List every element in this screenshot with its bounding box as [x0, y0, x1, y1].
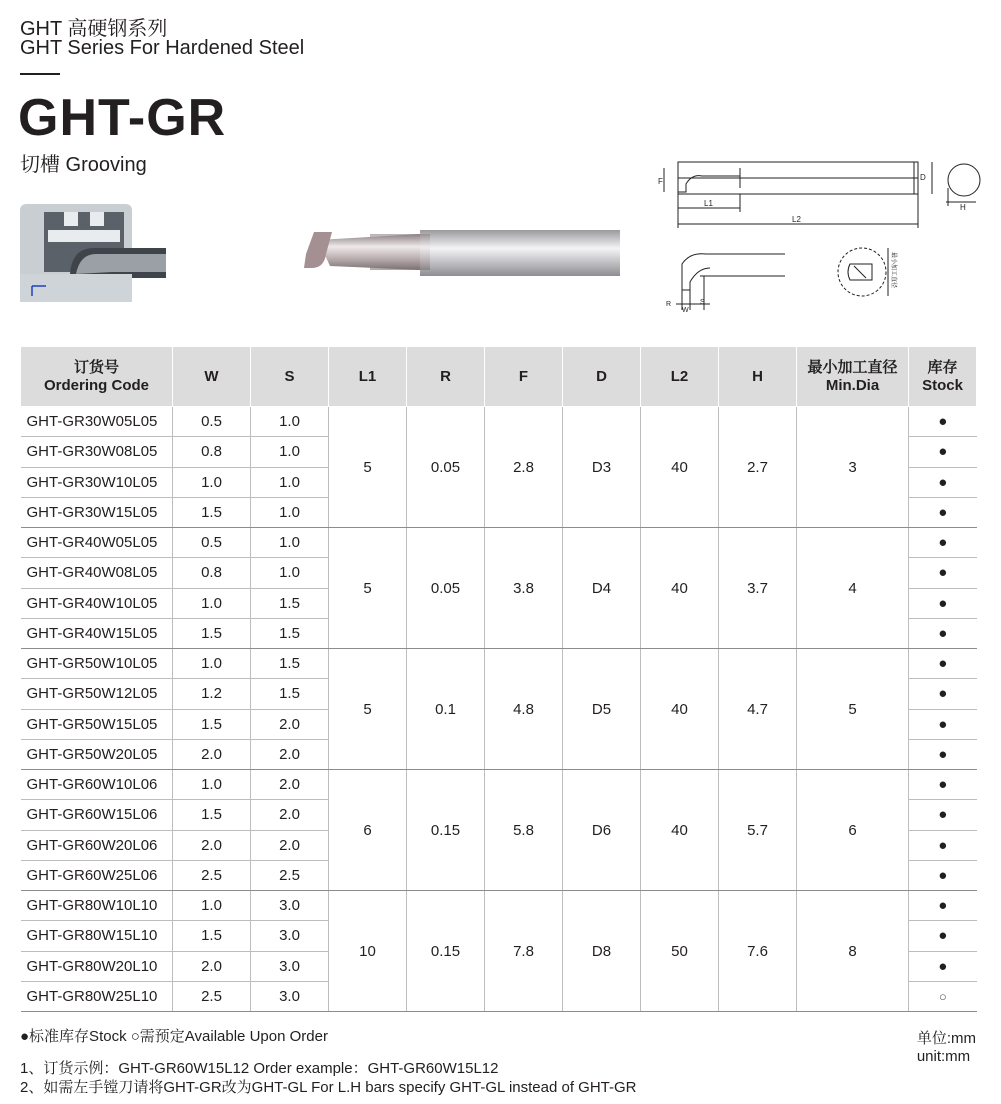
- column-header: [329, 347, 407, 407]
- group-h-cell: 2.7: [719, 407, 797, 528]
- table-row: [21, 770, 977, 800]
- ordering-code-cell: GHT-GR50W15L05: [21, 709, 173, 739]
- width-cell: 2.5: [173, 860, 251, 890]
- group-d-cell: D5: [563, 649, 641, 770]
- column-header-en: Stock: [922, 376, 963, 394]
- left-hand-note: 2、如需左手镗刀请将GHT-GR改为GHT-GL For L.H bars specify GHT-GL instead of GHT-GR: [20, 1079, 637, 1096]
- group-r-cell: 0.15: [407, 770, 485, 891]
- column-header-en: S: [284, 367, 295, 385]
- group-min-dia-cell: 5: [797, 649, 909, 770]
- stock-indicator: ○: [909, 981, 977, 1011]
- table-row: [21, 528, 977, 558]
- column-header: [909, 347, 977, 407]
- group-f-cell: 4.8: [485, 649, 563, 770]
- table-body: [21, 407, 977, 1012]
- stock-indicator: ●: [909, 830, 977, 860]
- s-cell: 1.5: [251, 679, 329, 709]
- dim-label-w: W: [682, 307, 689, 314]
- width-cell: 0.5: [173, 528, 251, 558]
- group-r-cell: 0.1: [407, 649, 485, 770]
- width-cell: 1.0: [173, 467, 251, 497]
- title-divider: [20, 73, 60, 75]
- group-min-dia-cell: 6: [797, 770, 909, 891]
- group-r-cell: 0.15: [407, 891, 485, 1012]
- s-cell: 3.0: [251, 951, 329, 981]
- group-d-cell: D4: [563, 528, 641, 649]
- ordering-code-cell: GHT-GR80W10L10: [21, 891, 173, 921]
- width-cell: 1.5: [173, 709, 251, 739]
- width-cell: 0.8: [173, 437, 251, 467]
- group-f-cell: 7.8: [485, 891, 563, 1012]
- s-cell: 2.0: [251, 739, 329, 769]
- group-min-dia-cell: 3: [797, 407, 909, 528]
- width-cell: 1.5: [173, 618, 251, 648]
- table-row: [21, 407, 977, 437]
- column-header: [173, 347, 251, 407]
- dim-label-l2: L2: [792, 215, 801, 224]
- tool-dimension-drawing: [656, 158, 981, 230]
- ordering-code-cell: GHT-GR40W05L05: [21, 528, 173, 558]
- stock-indicator: ●: [909, 800, 977, 830]
- s-cell: 1.0: [251, 437, 329, 467]
- table-header-row: [21, 347, 977, 407]
- stock-indicator: ●: [909, 951, 977, 981]
- stock-legend: ●标准库存Stock ○需预定Available Upon Order: [20, 1028, 328, 1045]
- dim-label-l1: L1: [704, 199, 713, 208]
- s-cell: 3.0: [251, 891, 329, 921]
- group-f-cell: 2.8: [485, 407, 563, 528]
- stock-indicator: ●: [909, 709, 977, 739]
- stock-indicator: ●: [909, 860, 977, 890]
- width-cell: 1.2: [173, 679, 251, 709]
- group-h-cell: 7.6: [719, 891, 797, 1012]
- s-cell: 2.0: [251, 770, 329, 800]
- column-header-cn: 最小加工直径: [807, 358, 898, 376]
- table-row: [21, 891, 977, 921]
- group-r-cell: 0.05: [407, 407, 485, 528]
- column-header-en: Ordering Code: [43, 376, 149, 394]
- ordering-code-cell: GHT-GR40W08L05: [21, 558, 173, 588]
- width-cell: 1.0: [173, 891, 251, 921]
- width-cell: 2.0: [173, 951, 251, 981]
- group-h-cell: 5.7: [719, 770, 797, 891]
- column-header: [407, 347, 485, 407]
- column-header-en: W: [204, 367, 219, 385]
- column-header-cn: 订货号: [73, 358, 119, 376]
- group-l1-cell: 6: [329, 770, 407, 891]
- stock-indicator: ●: [909, 649, 977, 679]
- ordering-code-cell: GHT-GR30W15L05: [21, 497, 173, 527]
- stock-indicator: ●: [909, 497, 977, 527]
- group-h-cell: 3.7: [719, 528, 797, 649]
- ordering-code-cell: GHT-GR60W10L06: [21, 770, 173, 800]
- column-header-en: R: [440, 367, 451, 385]
- group-l2-cell: 40: [641, 649, 719, 770]
- group-d-cell: D3: [563, 407, 641, 528]
- dim-label-min-dia: 最小加工直径: [890, 252, 897, 289]
- ordering-code-cell: GHT-GR60W15L06: [21, 800, 173, 830]
- min-dia-section-drawing: [832, 244, 906, 300]
- column-header-cn: 库存: [927, 358, 958, 376]
- stock-indicator: ●: [909, 588, 977, 618]
- column-header: [251, 347, 329, 407]
- stock-indicator: ●: [909, 528, 977, 558]
- group-f-cell: 5.8: [485, 770, 563, 891]
- column-header: [563, 347, 641, 407]
- group-l1-cell: 5: [329, 528, 407, 649]
- column-header-en: D: [596, 367, 607, 385]
- ordering-code-cell: GHT-GR80W25L10: [21, 981, 173, 1011]
- ordering-code-cell: GHT-GR60W20L06: [21, 830, 173, 860]
- ordering-spec-table: [20, 346, 977, 1012]
- ordering-code-cell: GHT-GR30W05L05: [21, 407, 173, 437]
- group-min-dia-cell: 4: [797, 528, 909, 649]
- dim-label-d: D: [920, 173, 926, 182]
- width-cell: 2.0: [173, 830, 251, 860]
- model-subtitle: 切槽 Grooving: [20, 154, 147, 176]
- ordering-code-cell: GHT-GR40W10L05: [21, 588, 173, 618]
- width-cell: 2.5: [173, 981, 251, 1011]
- model-title: GHT-GR: [18, 89, 227, 147]
- s-cell: 3.0: [251, 921, 329, 951]
- column-header-en: L1: [358, 367, 377, 385]
- s-cell: 1.5: [251, 649, 329, 679]
- s-cell: 3.0: [251, 981, 329, 1011]
- width-cell: 1.5: [173, 497, 251, 527]
- unit-en: unit:mm: [916, 1048, 971, 1065]
- s-cell: 2.5: [251, 860, 329, 890]
- width-cell: 1.0: [173, 588, 251, 618]
- series-title-cn: GHT 高硬钢系列: [20, 18, 168, 40]
- dim-label-r: R: [666, 301, 672, 308]
- stock-indicator: ●: [909, 407, 977, 437]
- closeup-photo: [20, 204, 166, 302]
- column-header: [21, 347, 173, 407]
- width-cell: 0.8: [173, 558, 251, 588]
- group-l2-cell: 40: [641, 407, 719, 528]
- column-header: [485, 347, 563, 407]
- dim-label-s: S: [700, 299, 705, 306]
- ordering-code-cell: GHT-GR30W08L05: [21, 437, 173, 467]
- group-r-cell: 0.05: [407, 528, 485, 649]
- ordering-code-cell: GHT-GR80W20L10: [21, 951, 173, 981]
- s-cell: 1.5: [251, 618, 329, 648]
- s-cell: 1.0: [251, 558, 329, 588]
- ordering-code-cell: GHT-GR30W10L05: [21, 467, 173, 497]
- stock-indicator: ●: [909, 739, 977, 769]
- s-cell: 1.0: [251, 497, 329, 527]
- width-cell: 1.0: [173, 770, 251, 800]
- group-l2-cell: 40: [641, 528, 719, 649]
- s-cell: 1.0: [251, 407, 329, 437]
- column-header-en: L2: [670, 367, 689, 385]
- group-d-cell: D6: [563, 770, 641, 891]
- stock-indicator: ●: [909, 770, 977, 800]
- group-l1-cell: 5: [329, 407, 407, 528]
- dim-label-h: H: [960, 203, 966, 212]
- group-l1-cell: 5: [329, 649, 407, 770]
- stock-indicator: ●: [909, 558, 977, 588]
- ordering-code-cell: GHT-GR50W10L05: [21, 649, 173, 679]
- width-cell: 1.5: [173, 921, 251, 951]
- ordering-code-cell: GHT-GR40W15L05: [21, 618, 173, 648]
- group-d-cell: D8: [563, 891, 641, 1012]
- unit-cn: 单位:mm: [916, 1030, 976, 1047]
- stock-indicator: ●: [909, 679, 977, 709]
- column-header-en: Min.Dia: [825, 376, 880, 394]
- table-row: [21, 649, 977, 679]
- s-cell: 1.5: [251, 588, 329, 618]
- column-header: [719, 347, 797, 407]
- width-cell: 2.0: [173, 739, 251, 769]
- column-header-en: F: [518, 367, 529, 385]
- unit-note: [917, 1030, 976, 1066]
- order-example-note: 1、订货示例：GHT-GR60W15L12 Order example：GHT-GR60W15L12: [20, 1060, 499, 1077]
- ordering-code-cell: GHT-GR50W20L05: [21, 739, 173, 769]
- stock-indicator: ●: [909, 467, 977, 497]
- width-cell: 0.5: [173, 407, 251, 437]
- group-h-cell: 4.7: [719, 649, 797, 770]
- tool-photo: [300, 224, 622, 280]
- group-f-cell: 3.8: [485, 528, 563, 649]
- stock-indicator: ●: [909, 891, 977, 921]
- column-header-en: H: [752, 367, 763, 385]
- series-title-en: GHT Series For Hardened Steel: [20, 37, 305, 59]
- group-min-dia-cell: 8: [797, 891, 909, 1012]
- ordering-code-cell: GHT-GR80W15L10: [21, 921, 173, 951]
- group-l2-cell: 50: [641, 891, 719, 1012]
- stock-indicator: ●: [909, 618, 977, 648]
- s-cell: 2.0: [251, 830, 329, 860]
- group-l1-cell: 10: [329, 891, 407, 1012]
- s-cell: 2.0: [251, 800, 329, 830]
- ordering-code-cell: GHT-GR60W25L06: [21, 860, 173, 890]
- dim-label-f: F: [658, 177, 663, 186]
- width-cell: 1.5: [173, 800, 251, 830]
- width-cell: 1.0: [173, 649, 251, 679]
- s-cell: 1.0: [251, 467, 329, 497]
- group-l2-cell: 40: [641, 770, 719, 891]
- column-header: [641, 347, 719, 407]
- stock-indicator: ●: [909, 921, 977, 951]
- stock-indicator: ●: [909, 437, 977, 467]
- ordering-code-cell: GHT-GR50W12L05: [21, 679, 173, 709]
- column-header: [797, 347, 909, 407]
- s-cell: 1.0: [251, 528, 329, 558]
- s-cell: 2.0: [251, 709, 329, 739]
- tip-detail-drawing: [660, 246, 785, 314]
